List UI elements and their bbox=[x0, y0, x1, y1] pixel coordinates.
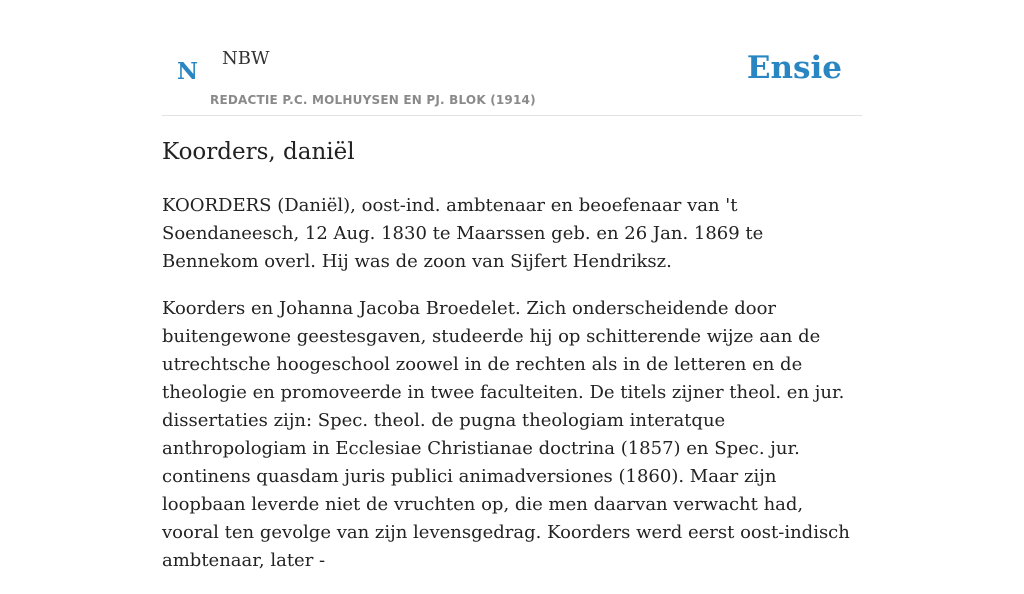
source-header bbox=[162, 40, 862, 116]
article-body bbox=[162, 192, 864, 594]
source-subtitle: REDACTIE P.C. MOLHUYSEN EN PJ. BLOK (1914) bbox=[210, 93, 536, 107]
brand-logo[interactable]: Ensie bbox=[746, 50, 842, 86]
source-name[interactable]: NBW bbox=[222, 48, 270, 69]
source-logo[interactable]: N bbox=[177, 58, 199, 85]
article-paragraph: KOORDERS (Daniël), oost-ind. ambtenaar en beoefenaar van 't Soendaneesch, 12 Aug. 1830 te Maarssen geb. en 26 Jan. 1869 te Bennekom overl. Hij was de zoon van Sijfert Hendriksz. bbox=[162, 195, 764, 272]
article-title: Koorders, daniël bbox=[162, 139, 355, 165]
article-paragraph: Koorders en Johanna Jacoba Broedelet. Zich onderscheidende door buitengewone geestesgaven, studeerde hij op schitterende wijze aan de utrechtsche hoogeschool zoowel in de rechten als in de letteren en de theologie en promoveerde in twee faculteiten. De titels zijner theol. en jur. dissertaties zijn: Spec. theol. de pugna theologiam interatque anthropologiam in Ecclesiae Christianae doctrina (1857) en Spec. jur. continens quasdam juris publici animadversiones (1860). Maar zijn loopbaan leverde niet de vruchten op, die men daarvan verwacht had, vooral ten gevolge van zijn levensgedrag. Koorders werd eerst oost-indisch ambtenaar, later - bbox=[162, 298, 850, 571]
